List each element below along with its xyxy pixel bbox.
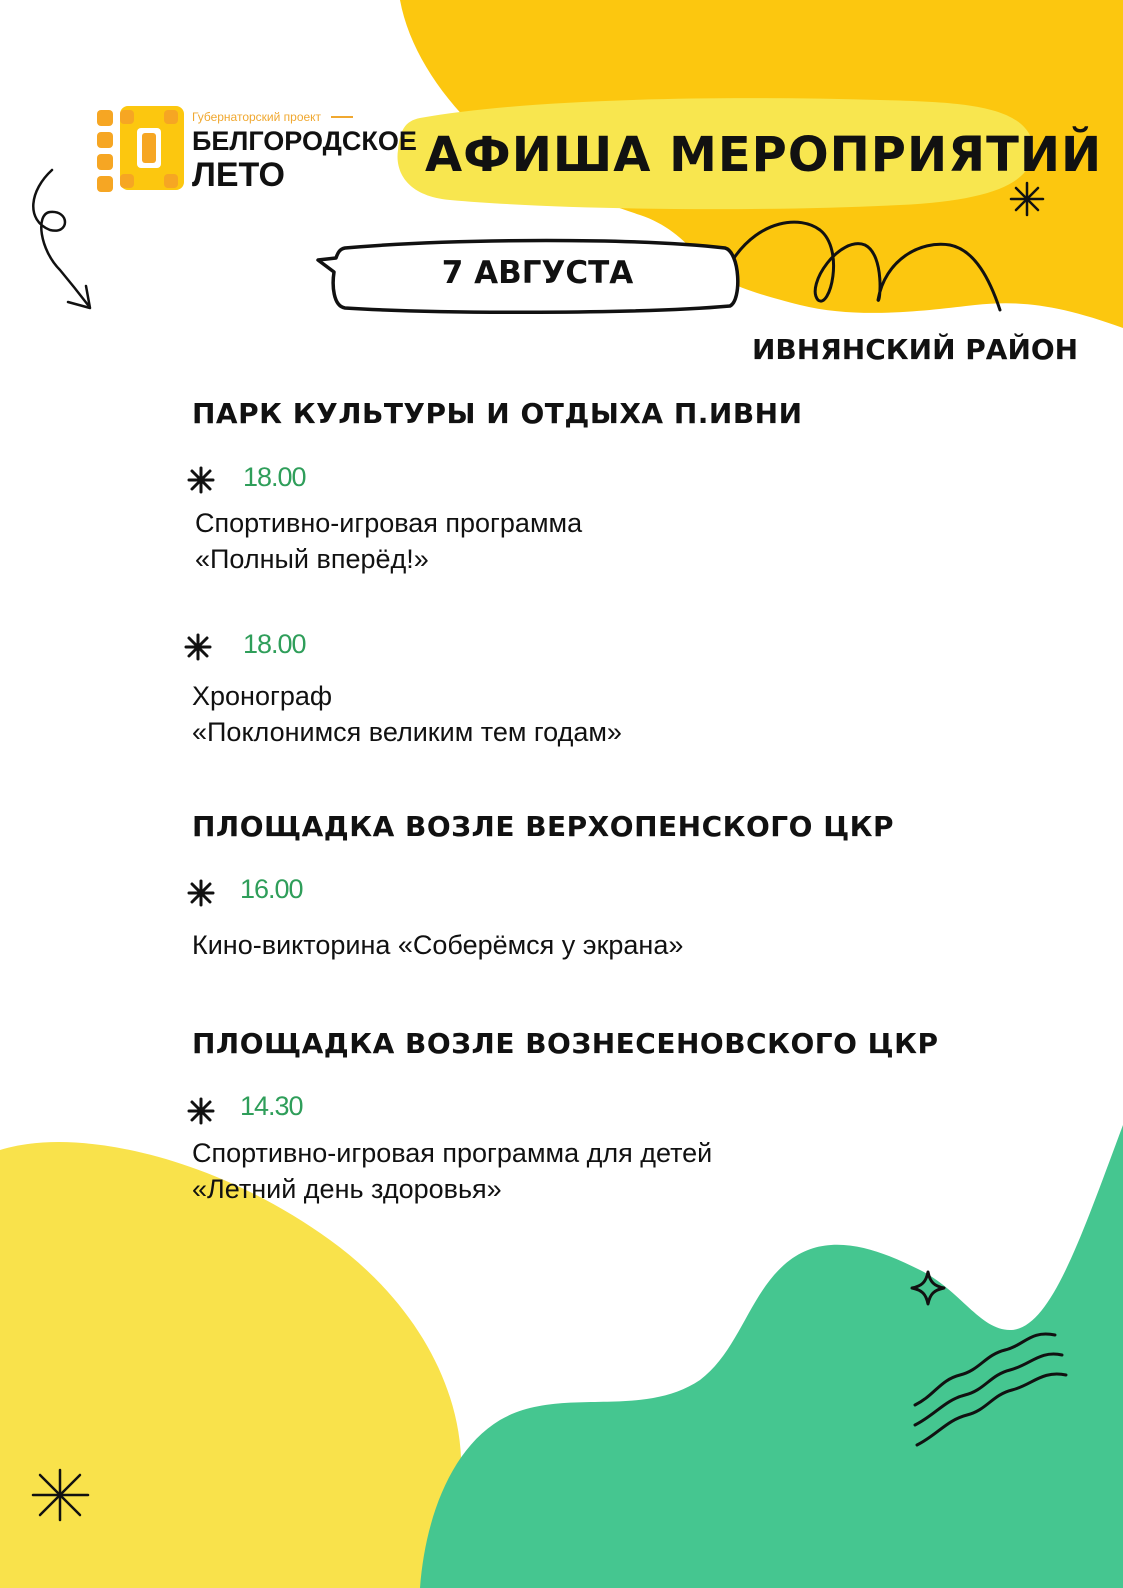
venue-title: ПЛОЩАДКА ВОЗЛЕ ВЕРХОПЕНСКОГО ЦКР <box>192 810 895 843</box>
event-time: 18.00 <box>243 462 306 492</box>
logo-title-line1: БЕЛГОРОДСКОЕ <box>192 126 417 156</box>
event-description-line2: «Полный вперёд!» <box>195 544 429 574</box>
yellow-blob-bottom <box>0 1142 461 1588</box>
green-blob <box>420 1125 1123 1588</box>
event-description-line1: Спортивно-игровая программа для детей <box>192 1138 713 1168</box>
event-time: 16.00 <box>240 874 303 904</box>
logo-subtitle: Губернаторский проект <box>192 110 322 124</box>
district-name: ИВНЯНСКИЙ РАЙОН <box>752 333 1079 366</box>
event-description-line1: Спортивно-игровая программа <box>195 508 583 538</box>
venue-title: ПЛОЩАДКА ВОЗЛЕ ВОЗНЕСЕНОВСКОГО ЦКР <box>192 1027 939 1060</box>
page-title: АФИША МЕРОПРИЯТИЙ <box>425 127 1103 183</box>
venue-title: ПАРК КУЛЬТУРЫ И ОТДЫХА П.ИВНИ <box>192 397 803 430</box>
event-description-line2: «Поклонимся великим тем годам» <box>192 717 622 747</box>
event-time: 14.30 <box>240 1091 303 1121</box>
asterisk-icon <box>183 632 213 662</box>
asterisk-decoration-top <box>1011 183 1043 215</box>
event-date: 7 АВГУСТА <box>441 255 634 291</box>
logo-mark <box>97 106 184 192</box>
curly-arrow <box>33 170 88 305</box>
event-description-line1: Хронограф <box>192 681 333 711</box>
logo-title-line2: ЛЕТО <box>192 156 285 194</box>
event-description-line1: Кино-викторина «Соберёмся у экрана» <box>192 930 684 960</box>
asterisk-icon <box>186 1096 216 1126</box>
asterisk-icon <box>186 465 216 495</box>
event-description-line2: «Летний день здоровья» <box>192 1174 502 1204</box>
asterisk-icon <box>186 878 216 908</box>
event-time: 18.00 <box>243 629 306 659</box>
